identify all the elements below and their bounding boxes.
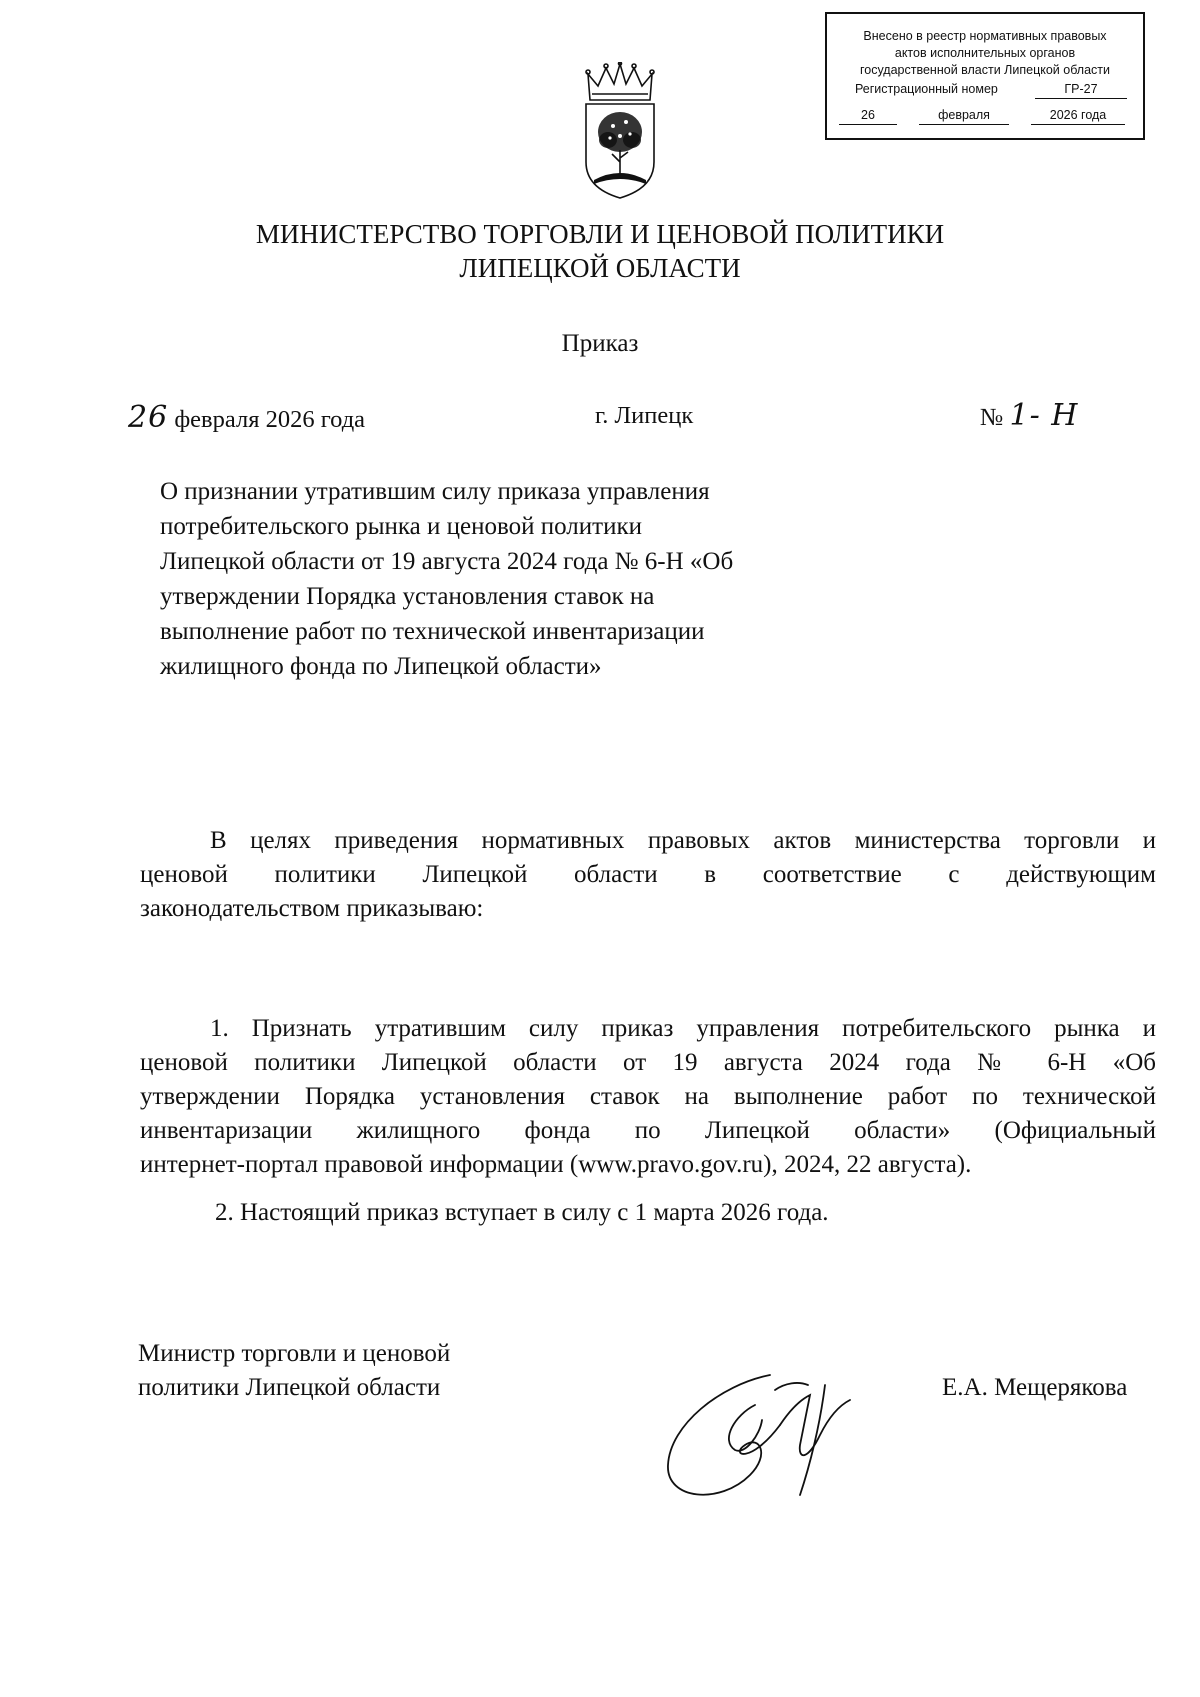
title-line: Липецкой области от 19 августа 2024 года № 6-Н «Об — [160, 548, 734, 575]
date-handwritten-day: 26 — [128, 400, 169, 435]
order-number — [980, 398, 1078, 433]
preamble-line: законодательством приказываю: — [140, 895, 484, 922]
handwritten-signature-icon — [650, 1365, 880, 1515]
item1-line: инвентаризации жилищного фонда по Липецкой области» (Официальный — [140, 1117, 1156, 1144]
order-item-1 — [140, 1012, 1156, 1182]
stamp-day: 26 — [839, 107, 897, 125]
stamp-line-3: государственной власти Липецкой области — [859, 63, 1111, 77]
preamble-paragraph — [140, 824, 1156, 926]
document-type: Приказ — [561, 330, 639, 357]
item1-line: утверждении Порядка установления ставок на выполнение работ по технической — [140, 1083, 1156, 1110]
order-title — [160, 474, 733, 684]
title-line: выполнение работ по технической инвентаризации — [160, 618, 705, 645]
signatory-position-line-2: политики Липецкой области — [138, 1374, 441, 1401]
item1-line: интернет-портал правовой информации (www.pravo.gov.ru), 2024, 22 августа). — [140, 1151, 972, 1178]
date-text: февраля 2026 года — [174, 406, 366, 433]
preamble-line: В целях приведения нормативных правовых актов министерства торговли и — [210, 827, 1156, 854]
stamp-reg-label: Регистрационный номер — [855, 82, 998, 96]
title-line: О признании утратившим силу приказа управления — [160, 478, 710, 505]
item1-line: ценовой политики Липецкой области от 19 августа 2024 года № 6-Н «Об — [140, 1049, 1156, 1076]
ministry-name-line-2: ЛИПЕЦКОЙ ОБЛАСТИ — [459, 253, 741, 283]
ministry-name-line-1: МИНИСТЕРСТВО ТОРГОВЛИ И ЦЕНОВОЙ ПОЛИТИКИ — [255, 219, 945, 249]
registry-stamp — [825, 12, 1145, 140]
stamp-line-2: актов исполнительных органов — [894, 46, 1076, 60]
preamble-line: ценовой политики Липецкой области в соответствие с действующим — [140, 861, 1156, 888]
stamp-reg-number: ГР-27 — [1035, 81, 1127, 99]
item1-line: 1. Признать утратившим силу приказ управления потребительского рынка и — [210, 1015, 1156, 1042]
coat-of-arms-icon — [580, 62, 660, 202]
city: г. Липецк — [595, 402, 694, 429]
order-date — [128, 400, 365, 435]
title-line: потребительского рынка и ценовой политики — [160, 513, 642, 540]
title-line: жилищного фонда по Липецкой области» — [160, 653, 602, 680]
stamp-line-1: Внесено в реестр нормативных правовых — [863, 29, 1107, 43]
stamp-month: февраля — [919, 107, 1009, 125]
signatory-name: Е.А. Мещерякова — [942, 1374, 1128, 1401]
number-prefix: № — [980, 404, 1004, 431]
title-line: утверждении Порядка установления ставок на — [160, 583, 655, 610]
stamp-year: 2026 года — [1031, 107, 1125, 125]
order-item-2: 2. Настоящий приказ вступает в силу с 1 марта 2026 года. — [215, 1199, 829, 1226]
number-handwritten: 1- Н — [1009, 398, 1079, 433]
signatory-position-line-1: Министр торговли и ценовой — [138, 1340, 451, 1367]
